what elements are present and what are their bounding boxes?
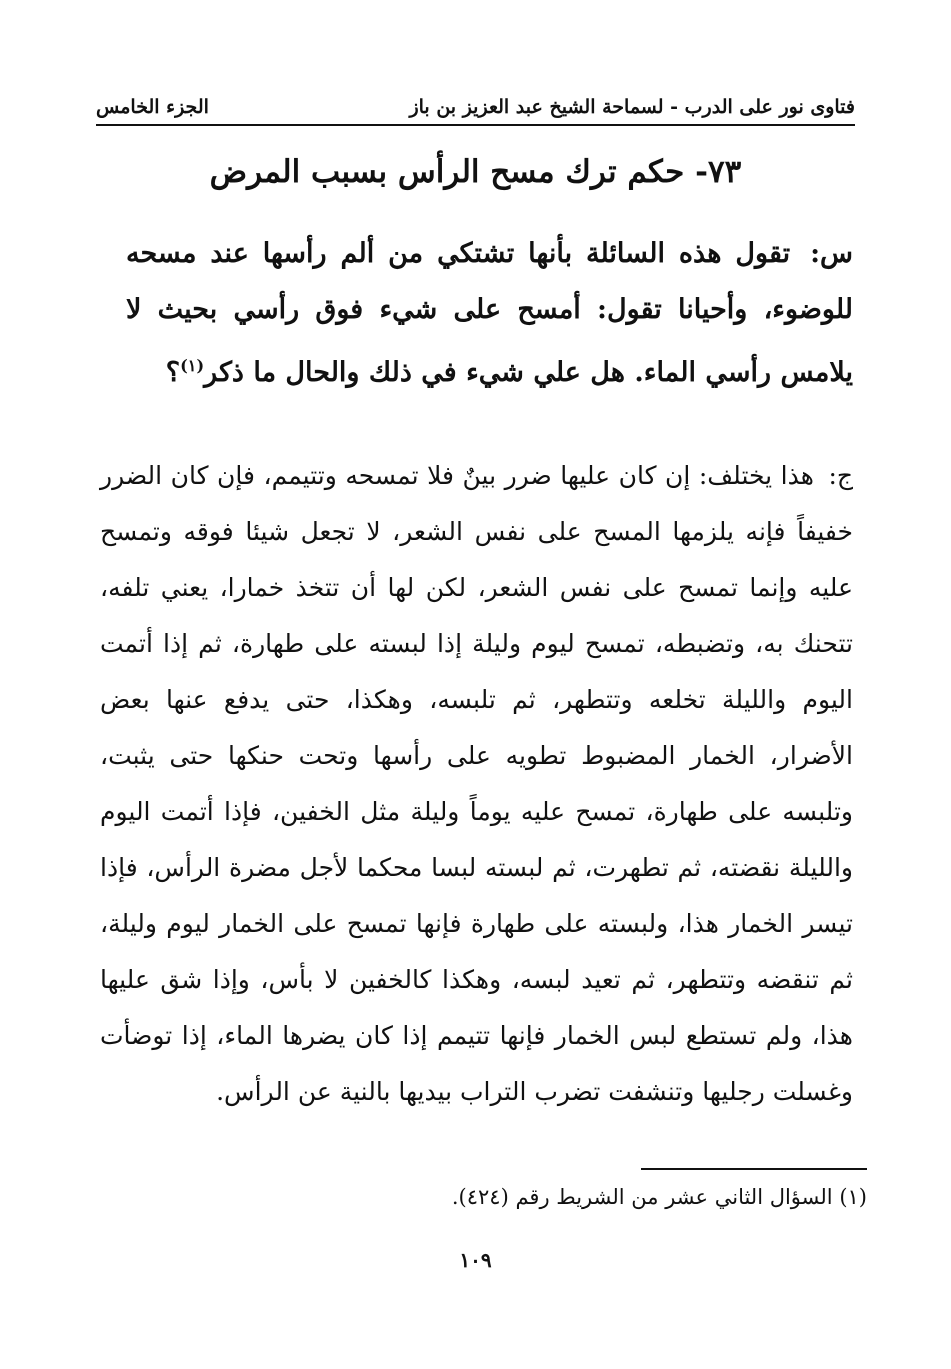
answer-prefix: ج: xyxy=(828,461,853,490)
running-header xyxy=(96,92,855,126)
footnote-divider xyxy=(641,1168,867,1170)
page-number: ١٠٩ xyxy=(459,1248,492,1272)
header-book-title: فتاوى نور على الدرب - لسماحة الشيخ عبد العزيز بن باز xyxy=(409,96,855,118)
answer-text: هذا يختلف: إن كان عليها ضرر بينٌ فلا تمسحه وتتيمم، فإن كان الضرر خفيفاً فإنه يلزمها المسح على نفس الشعر، لا تجعل شيئا فوقه وتمسح عليه وإنما تمسح على نفس الشعر، لكن لها أن تتخذ خمارا، يعني تلفه، تتحنك به، وتضبطه، تمسح ليوم وليلة إذا لبسته على طهارة، ثم إذا أتمت اليوم والليلة تخلعه وتتطهر، ثم تلبسه، وهكذا، حتى يدفع عنها بعض الأضرار، الخمار المضبوط تطويه على رأسها وتحت حنكها حتى يثبت، وتلبسه على طهارة، تمسح عليه يوماً وليلة مثل الخفين، فإذا أتمت اليوم والليلة نقضته، ثم تطهرت، ثم لبسته لبسا محكما لأجل مضرة الرأس، فإذا تيسر الخمار هذا، ولبسته على طهارة فإنها تمسح على الخمار ليوم وليلة، ثم تنقضه وتتطهر، ثم تعيد لبسه، وهكذا كالخفين لا بأس، وإذا شق عليها هذا، ولم تستطع لبس الخمار فإنها تتيمم إذا كان يضرها الماء، إذا توضأت وغسلت رجليها وتنشفت تضرب التراب بيديها بالنية عن الرأس. xyxy=(100,461,853,1106)
footnote-text: السؤال الثاني عشر من الشريط رقم (٤٢٤). xyxy=(451,1185,833,1209)
answer-paragraph xyxy=(100,448,853,1120)
question-prefix: س: xyxy=(810,238,854,269)
question-end: ؟ xyxy=(165,357,181,388)
footnote xyxy=(96,1180,867,1214)
question-paragraph xyxy=(126,226,853,401)
footnote-reference: (١) xyxy=(180,356,205,375)
header-volume: الجزء الخامس xyxy=(96,96,209,118)
footnote-marker: (١) xyxy=(839,1185,867,1209)
question-text: تقول هذه السائلة بأنها تشتكي من ألم رأسها عند مسحه للوضوء، وأحيانا تقول: أمسح على شيء فوق رأسي بحيث لا يلامس رأسي الماء. هل علي شيء في ذلك والحال ما ذكر xyxy=(126,238,853,388)
fatwa-title: ٧٣- حكم ترك مسح الرأس بسبب المرض xyxy=(209,154,742,190)
